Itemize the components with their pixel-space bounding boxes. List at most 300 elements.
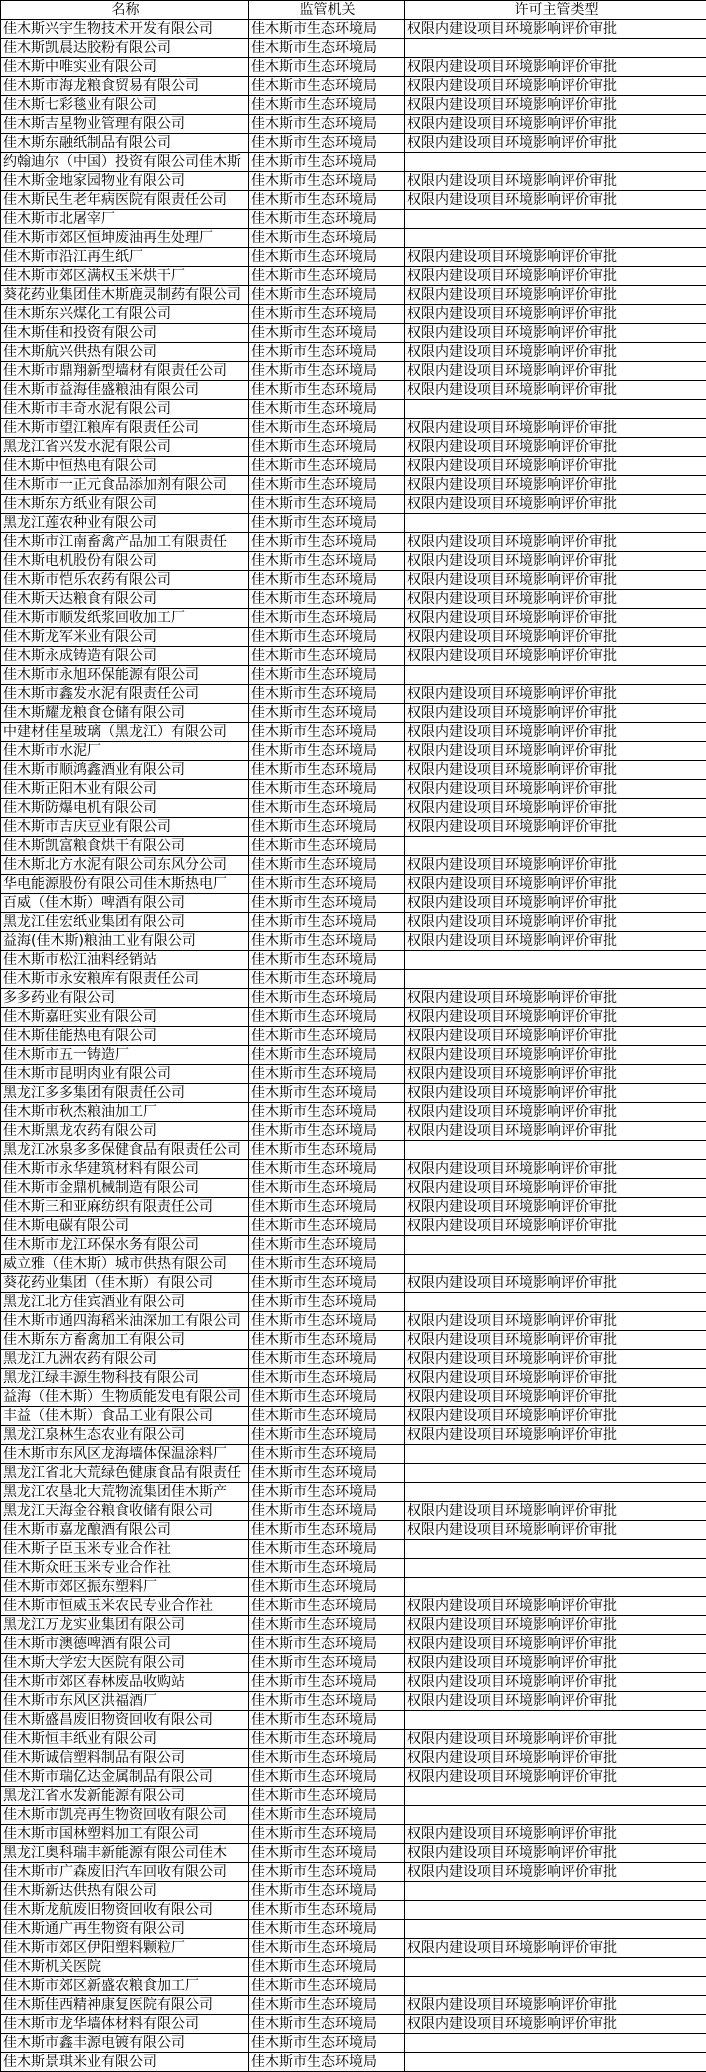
cell-license-type[interactable]: 权限内建设项目环境影响评价审批 xyxy=(405,1369,706,1388)
cell-license-type[interactable]: 权限内建设项目环境影响评价审批 xyxy=(405,799,706,818)
cell-company-name[interactable]: 佳木斯市郊区满权玉米烘干厂 xyxy=(1,267,249,286)
cell-authority[interactable]: 佳木斯市生态环境局 xyxy=(249,514,405,533)
cell-company-name[interactable]: 佳木斯市丰奇水泥有限公司 xyxy=(1,400,249,419)
cell-company-name[interactable]: 佳木斯大学宏大医院有限公司 xyxy=(1,1654,249,1673)
cell-company-name[interactable]: 黑龙江北方佳宾酒业有限公司 xyxy=(1,1293,249,1312)
cell-authority[interactable]: 佳木斯市生态环境局 xyxy=(249,704,405,723)
cell-company-name[interactable]: 佳木斯佳西精神康复医院有限公司 xyxy=(1,1996,249,2015)
cell-company-name[interactable]: 佳木斯吉星物业管理有限公司 xyxy=(1,115,249,134)
cell-authority[interactable]: 佳木斯市生态环境局 xyxy=(249,286,405,305)
cell-company-name[interactable]: 佳木斯市秋杰粮油加工厂 xyxy=(1,1103,249,1122)
cell-authority[interactable]: 佳木斯市生态环境局 xyxy=(249,894,405,913)
cell-authority[interactable]: 佳木斯市生态环境局 xyxy=(249,761,405,780)
cell-authority[interactable]: 佳木斯市生态环境局 xyxy=(249,1293,405,1312)
cell-authority[interactable]: 佳木斯市生态环境局 xyxy=(249,39,405,58)
cell-company-name[interactable]: 百威（佳木斯）啤酒有限公司 xyxy=(1,894,249,913)
cell-license-type[interactable]: 权限内建设项目环境影响评价审批 xyxy=(405,628,706,647)
cell-authority[interactable]: 佳木斯市生态环境局 xyxy=(249,609,405,628)
cell-company-name[interactable]: 佳木斯东兴煤化工有限公司 xyxy=(1,305,249,324)
cell-company-name[interactable]: 黑龙江省北大荒绿色健康食品有限责任 xyxy=(1,1464,249,1483)
cell-company-name[interactable]: 佳木斯航兴供热有限公司 xyxy=(1,343,249,362)
cell-authority[interactable]: 佳木斯市生态环境局 xyxy=(249,343,405,362)
cell-company-name[interactable]: 佳木斯诚信塑料制品有限公司 xyxy=(1,1749,249,1768)
cell-company-name[interactable]: 佳木斯龙航废旧物资回收有限公司 xyxy=(1,1901,249,1920)
cell-license-type[interactable] xyxy=(405,951,706,970)
cell-company-name[interactable]: 佳木斯市吉庆豆业有限公司 xyxy=(1,818,249,837)
cell-license-type[interactable]: 权限内建设项目环境影响评价审批 xyxy=(405,457,706,476)
cell-license-type[interactable]: 权限内建设项目环境影响评价审批 xyxy=(405,286,706,305)
cell-authority[interactable]: 佳木斯市生态环境局 xyxy=(249,1255,405,1274)
cell-license-type[interactable]: 权限内建设项目环境影响评价审批 xyxy=(405,932,706,951)
cell-license-type[interactable]: 权限内建设项目环境影响评价审批 xyxy=(405,58,706,77)
cell-company-name[interactable]: 佳木斯市郊区春林废品收购站 xyxy=(1,1673,249,1692)
cell-authority[interactable]: 佳木斯市生态环境局 xyxy=(249,267,405,286)
cell-authority[interactable]: 佳木斯市生态环境局 xyxy=(249,1141,405,1160)
cell-license-type[interactable]: 权限内建设项目环境影响评价审批 xyxy=(405,818,706,837)
cell-license-type[interactable]: 权限内建设项目环境影响评价审批 xyxy=(405,1160,706,1179)
cell-authority[interactable]: 佳木斯市生态环境局 xyxy=(249,305,405,324)
cell-license-type[interactable]: 权限内建设项目环境影响评价审批 xyxy=(405,1217,706,1236)
cell-license-type[interactable] xyxy=(405,229,706,248)
cell-authority[interactable]: 佳木斯市生态环境局 xyxy=(249,381,405,400)
cell-authority[interactable]: 佳木斯市生态环境局 xyxy=(249,1198,405,1217)
cell-license-type[interactable] xyxy=(405,2053,706,2072)
cell-company-name[interactable]: 佳木斯市嘉龙酿酒有限公司 xyxy=(1,1521,249,1540)
cell-company-name[interactable]: 佳木斯市郊区恒坤废油再生处理厂 xyxy=(1,229,249,248)
cell-license-type[interactable]: 权限内建设项目环境影响评价审批 xyxy=(405,533,706,552)
cell-company-name[interactable]: 佳木斯市东风区龙海墙体保温涂料厂 xyxy=(1,1445,249,1464)
cell-company-name[interactable]: 佳木斯电机股份有限公司 xyxy=(1,552,249,571)
cell-authority[interactable]: 佳木斯市生态环境局 xyxy=(249,1996,405,2015)
cell-authority[interactable]: 佳木斯市生态环境局 xyxy=(249,1122,405,1141)
cell-authority[interactable]: 佳木斯市生态环境局 xyxy=(249,134,405,153)
cell-company-name[interactable]: 佳木斯市顺发纸浆回收加工厂 xyxy=(1,609,249,628)
cell-license-type[interactable] xyxy=(405,1540,706,1559)
cell-authority[interactable]: 佳木斯市生态环境局 xyxy=(249,533,405,552)
cell-authority[interactable]: 佳木斯市生态环境局 xyxy=(249,1331,405,1350)
cell-license-type[interactable]: 权限内建设项目环境影响评价审批 xyxy=(405,20,706,39)
cell-authority[interactable]: 佳木斯市生态环境局 xyxy=(249,1008,405,1027)
cell-license-type[interactable]: 权限内建设项目环境影响评价审批 xyxy=(405,248,706,267)
cell-authority[interactable]: 佳木斯市生态环境局 xyxy=(249,1027,405,1046)
cell-authority[interactable]: 佳木斯市生态环境局 xyxy=(249,1692,405,1711)
cell-license-type[interactable]: 权限内建设项目环境影响评价审批 xyxy=(405,1749,706,1768)
cell-license-type[interactable] xyxy=(405,2034,706,2053)
cell-company-name[interactable]: 葵花药业集团佳木斯鹿灵制药有限公司 xyxy=(1,286,249,305)
cell-authority[interactable]: 佳木斯市生态环境局 xyxy=(249,1084,405,1103)
cell-license-type[interactable]: 权限内建设项目环境影响评价审批 xyxy=(405,1502,706,1521)
cell-authority[interactable]: 佳木斯市生态环境局 xyxy=(249,780,405,799)
cell-company-name[interactable]: 佳木斯凯晨达胶粉有限公司 xyxy=(1,39,249,58)
header-authority[interactable]: 监管机关 xyxy=(249,1,405,20)
cell-company-name[interactable]: 佳木斯市瑞亿达金属制品有限公司 xyxy=(1,1768,249,1787)
cell-company-name[interactable]: 佳木斯市江南畜禽产品加工有限责任 xyxy=(1,533,249,552)
cell-license-type[interactable]: 权限内建设项目环境影响评价审批 xyxy=(405,324,706,343)
cell-company-name[interactable]: 佳木斯黑龙农药有限公司 xyxy=(1,1122,249,1141)
cell-authority[interactable]: 佳木斯市生态环境局 xyxy=(249,1768,405,1787)
cell-authority[interactable]: 佳木斯市生态环境局 xyxy=(249,191,405,210)
cell-authority[interactable]: 佳木斯市生态环境局 xyxy=(249,913,405,932)
cell-license-type[interactable]: 权限内建设项目环境影响评价审批 xyxy=(405,1027,706,1046)
cell-company-name[interactable]: 佳木斯市龙华墙体材料有限公司 xyxy=(1,2015,249,2034)
cell-authority[interactable]: 佳木斯市生态环境局 xyxy=(249,96,405,115)
cell-authority[interactable]: 佳木斯市生态环境局 xyxy=(249,856,405,875)
cell-license-type[interactable]: 权限内建设项目环境影响评价审批 xyxy=(405,1198,706,1217)
cell-license-type[interactable]: 权限内建设项目环境影响评价审批 xyxy=(405,115,706,134)
cell-authority[interactable]: 佳木斯市生态环境局 xyxy=(249,115,405,134)
cell-authority[interactable]: 佳木斯市生态环境局 xyxy=(249,1597,405,1616)
cell-company-name[interactable]: 佳木斯正阳木业有限公司 xyxy=(1,780,249,799)
cell-license-type[interactable]: 权限内建设项目环境影响评价审批 xyxy=(405,495,706,514)
cell-license-type[interactable]: 权限内建设项目环境影响评价审批 xyxy=(405,267,706,286)
cell-authority[interactable]: 佳木斯市生态环境局 xyxy=(249,2015,405,2034)
cell-license-type[interactable] xyxy=(405,1578,706,1597)
cell-company-name[interactable]: 黑龙江绿丰源生物科技有限公司 xyxy=(1,1369,249,1388)
cell-license-type[interactable]: 权限内建设项目环境影响评价审批 xyxy=(405,1046,706,1065)
cell-license-type[interactable]: 权限内建设项目环境影响评价审批 xyxy=(405,989,706,1008)
cell-authority[interactable]: 佳木斯市生态环境局 xyxy=(249,1920,405,1939)
cell-company-name[interactable]: 佳木斯市松江油料经销站 xyxy=(1,951,249,970)
cell-company-name[interactable]: 佳木斯市沿江再生纸厂 xyxy=(1,248,249,267)
cell-license-type[interactable]: 权限内建设项目环境影响评价审批 xyxy=(405,2015,706,2034)
cell-license-type[interactable]: 权限内建设项目环境影响评价审批 xyxy=(405,343,706,362)
cell-license-type[interactable]: 权限内建设项目环境影响评价审批 xyxy=(405,1331,706,1350)
cell-company-name[interactable]: 佳木斯凯富粮食烘干有限公司 xyxy=(1,837,249,856)
cell-company-name[interactable]: 佳木斯市凯亮再生物资回收有限公司 xyxy=(1,1806,249,1825)
cell-company-name[interactable]: 中建材佳星玻璃（黑龙江）有限公司 xyxy=(1,723,249,742)
cell-license-type[interactable] xyxy=(405,1293,706,1312)
cell-company-name[interactable]: 佳木斯市五一铸造厂 xyxy=(1,1046,249,1065)
cell-authority[interactable]: 佳木斯市生态环境局 xyxy=(249,1578,405,1597)
cell-authority[interactable]: 佳木斯市生态环境局 xyxy=(249,77,405,96)
cell-license-type[interactable] xyxy=(405,1806,706,1825)
cell-company-name[interactable]: 黑龙江泉林生态农业有限公司 xyxy=(1,1426,249,1445)
cell-license-type[interactable]: 权限内建设项目环境影响评价审批 xyxy=(405,1996,706,2015)
cell-license-type[interactable]: 权限内建设项目环境影响评价审批 xyxy=(405,647,706,666)
cell-license-type[interactable]: 权限内建设项目环境影响评价审批 xyxy=(405,1521,706,1540)
cell-license-type[interactable]: 权限内建设项目环境影响评价审批 xyxy=(405,1692,706,1711)
cell-license-type[interactable]: 权限内建设项目环境影响评价审批 xyxy=(405,305,706,324)
cell-license-type[interactable] xyxy=(405,400,706,419)
cell-company-name[interactable]: 黑龙江省水发新能源有限公司 xyxy=(1,1787,249,1806)
cell-license-type[interactable]: 权限内建设项目环境影响评价审批 xyxy=(405,1635,706,1654)
cell-license-type[interactable]: 权限内建设项目环境影响评价审批 xyxy=(405,1312,706,1331)
cell-authority[interactable]: 佳木斯市生态环境局 xyxy=(249,20,405,39)
cell-company-name[interactable]: 佳木斯佳能热电有限公司 xyxy=(1,1027,249,1046)
cell-license-type[interactable]: 权限内建设项目环境影响评价审批 xyxy=(405,1616,706,1635)
cell-license-type[interactable]: 权限内建设项目环境影响评价审批 xyxy=(405,1768,706,1787)
cell-company-name[interactable]: 黑龙江农垦北大荒物流集团佳木斯产 xyxy=(1,1483,249,1502)
cell-license-type[interactable] xyxy=(405,666,706,685)
cell-company-name[interactable]: 佳木斯市鑫丰源电镀有限公司 xyxy=(1,2034,249,2053)
cell-company-name[interactable]: 佳木斯盛昌废旧物资回收有限公司 xyxy=(1,1711,249,1730)
cell-company-name[interactable]: 佳木斯东方纸业有限公司 xyxy=(1,495,249,514)
cell-company-name[interactable]: 佳木斯市郊区伊阳塑料颗粒厂 xyxy=(1,1939,249,1958)
cell-company-name[interactable]: 黑龙江省兴发水泥有限公司 xyxy=(1,438,249,457)
cell-authority[interactable]: 佳木斯市生态环境局 xyxy=(249,1388,405,1407)
cell-company-name[interactable]: 佳木斯金地家园物业有限公司 xyxy=(1,172,249,191)
cell-company-name[interactable]: 佳木斯机关医院 xyxy=(1,1958,249,1977)
cell-company-name[interactable]: 佳木斯防爆电机有限公司 xyxy=(1,799,249,818)
cell-license-type[interactable]: 权限内建设项目环境影响评价审批 xyxy=(405,362,706,381)
cell-license-type[interactable]: 权限内建设项目环境影响评价审批 xyxy=(405,1426,706,1445)
cell-license-type[interactable]: 权限内建设项目环境影响评价审批 xyxy=(405,913,706,932)
cell-authority[interactable]: 佳木斯市生态环境局 xyxy=(249,58,405,77)
cell-company-name[interactable]: 佳木斯市鑫发水泥有限责任公司 xyxy=(1,685,249,704)
cell-company-name[interactable]: 佳木斯市北屠宰厂 xyxy=(1,210,249,229)
cell-license-type[interactable] xyxy=(405,1464,706,1483)
cell-license-type[interactable]: 权限内建设项目环境影响评价审批 xyxy=(405,96,706,115)
cell-authority[interactable]: 佳木斯市生态环境局 xyxy=(249,666,405,685)
cell-license-type[interactable] xyxy=(405,1787,706,1806)
cell-authority[interactable]: 佳木斯市生态环境局 xyxy=(249,1711,405,1730)
cell-company-name[interactable]: 佳木斯市通四海稻米油深加工有限公司 xyxy=(1,1312,249,1331)
cell-authority[interactable]: 佳木斯市生态环境局 xyxy=(249,590,405,609)
cell-company-name[interactable]: 佳木斯东方畜禽加工有限公司 xyxy=(1,1331,249,1350)
cell-authority[interactable]: 佳木斯市生态环境局 xyxy=(249,1939,405,1958)
cell-license-type[interactable] xyxy=(405,39,706,58)
cell-authority[interactable]: 佳木斯市生态环境局 xyxy=(249,210,405,229)
cell-company-name[interactable]: 益海（佳木斯）生物质能发电有限公司 xyxy=(1,1388,249,1407)
cell-authority[interactable]: 佳木斯市生态环境局 xyxy=(249,1901,405,1920)
cell-company-name[interactable]: 益海(佳木斯)粮油工业有限公司 xyxy=(1,932,249,951)
cell-authority[interactable]: 佳木斯市生态环境局 xyxy=(249,1635,405,1654)
cell-authority[interactable]: 佳木斯市生态环境局 xyxy=(249,438,405,457)
cell-license-type[interactable] xyxy=(405,970,706,989)
cell-company-name[interactable]: 佳木斯众旺玉米专业合作社 xyxy=(1,1559,249,1578)
cell-authority[interactable]: 佳木斯市生态环境局 xyxy=(249,1844,405,1863)
cell-authority[interactable]: 佳木斯市生态环境局 xyxy=(249,628,405,647)
cell-company-name[interactable]: 佳木斯新达供热有限公司 xyxy=(1,1882,249,1901)
cell-authority[interactable]: 佳木斯市生态环境局 xyxy=(249,1217,405,1236)
cell-authority[interactable]: 佳木斯市生态环境局 xyxy=(249,571,405,590)
cell-authority[interactable]: 佳木斯市生态环境局 xyxy=(249,248,405,267)
cell-license-type[interactable]: 权限内建设项目环境影响评价审批 xyxy=(405,571,706,590)
cell-company-name[interactable]: 佳木斯市一正元食品添加剂有限公司 xyxy=(1,476,249,495)
cell-company-name[interactable]: 黑龙江奥科瑞丰新能源有限公司佳木 xyxy=(1,1844,249,1863)
cell-authority[interactable]: 佳木斯市生态环境局 xyxy=(249,1882,405,1901)
cell-company-name[interactable]: 佳木斯市水泥厂 xyxy=(1,742,249,761)
cell-company-name[interactable]: 黑龙江九洲农药有限公司 xyxy=(1,1350,249,1369)
cell-license-type[interactable] xyxy=(405,1901,706,1920)
cell-license-type[interactable] xyxy=(405,1141,706,1160)
cell-company-name[interactable]: 佳木斯北方水泥有限公司东风分公司 xyxy=(1,856,249,875)
cell-company-name[interactable]: 佳木斯市益海佳盛粮油有限公司 xyxy=(1,381,249,400)
cell-authority[interactable]: 佳木斯市生态环境局 xyxy=(249,951,405,970)
cell-authority[interactable]: 佳木斯市生态环境局 xyxy=(249,1274,405,1293)
cell-license-type[interactable]: 权限内建设项目环境影响评价审批 xyxy=(405,685,706,704)
cell-license-type[interactable]: 权限内建设项目环境影响评价审批 xyxy=(405,1350,706,1369)
cell-authority[interactable]: 佳木斯市生态环境局 xyxy=(249,685,405,704)
cell-authority[interactable]: 佳木斯市生态环境局 xyxy=(249,875,405,894)
cell-license-type[interactable] xyxy=(405,1977,706,1996)
cell-license-type[interactable]: 权限内建设项目环境影响评价审批 xyxy=(405,134,706,153)
cell-license-type[interactable]: 权限内建设项目环境影响评价审批 xyxy=(405,1730,706,1749)
cell-company-name[interactable]: 佳木斯中恒热电有限公司 xyxy=(1,457,249,476)
cell-authority[interactable]: 佳木斯市生态环境局 xyxy=(249,1787,405,1806)
cell-authority[interactable]: 佳木斯市生态环境局 xyxy=(249,1103,405,1122)
cell-authority[interactable]: 佳木斯市生态环境局 xyxy=(249,1958,405,1977)
cell-license-type[interactable] xyxy=(405,1882,706,1901)
cell-authority[interactable]: 佳木斯市生态环境局 xyxy=(249,324,405,343)
cell-license-type[interactable]: 权限内建设项目环境影响评价审批 xyxy=(405,191,706,210)
cell-company-name[interactable]: 佳木斯通广再生物资有限公司 xyxy=(1,1920,249,1939)
cell-license-type[interactable]: 权限内建设项目环境影响评价审批 xyxy=(405,1065,706,1084)
cell-authority[interactable]: 佳木斯市生态环境局 xyxy=(249,818,405,837)
cell-authority[interactable]: 佳木斯市生态环境局 xyxy=(249,742,405,761)
cell-company-name[interactable]: 佳木斯市恺乐农药有限公司 xyxy=(1,571,249,590)
cell-authority[interactable]: 佳木斯市生态环境局 xyxy=(249,172,405,191)
cell-authority[interactable]: 佳木斯市生态环境局 xyxy=(249,1825,405,1844)
cell-authority[interactable]: 佳木斯市生态环境局 xyxy=(249,1445,405,1464)
cell-authority[interactable]: 佳木斯市生态环境局 xyxy=(249,1160,405,1179)
cell-company-name[interactable]: 佳木斯中唯实业有限公司 xyxy=(1,58,249,77)
cell-company-name[interactable]: 佳木斯市昆明肉业有限公司 xyxy=(1,1065,249,1084)
cell-company-name[interactable]: 佳木斯市永旭环保能源有限公司 xyxy=(1,666,249,685)
cell-company-name[interactable]: 威立雅（佳木斯）城市供热有限公司 xyxy=(1,1255,249,1274)
cell-license-type[interactable]: 权限内建设项目环境影响评价审批 xyxy=(405,1084,706,1103)
cell-license-type[interactable]: 权限内建设项目环境影响评价审批 xyxy=(405,419,706,438)
cell-license-type[interactable]: 权限内建设项目环境影响评价审批 xyxy=(405,1388,706,1407)
cell-authority[interactable]: 佳木斯市生态环境局 xyxy=(249,1046,405,1065)
cell-authority[interactable]: 佳木斯市生态环境局 xyxy=(249,457,405,476)
cell-license-type[interactable]: 权限内建设项目环境影响评价审批 xyxy=(405,1844,706,1863)
cell-authority[interactable]: 佳木斯市生态环境局 xyxy=(249,1749,405,1768)
cell-authority[interactable]: 佳木斯市生态环境局 xyxy=(249,970,405,989)
cell-company-name[interactable]: 佳木斯天达粮食有限公司 xyxy=(1,590,249,609)
cell-company-name[interactable]: 佳木斯子臣玉米专业合作社 xyxy=(1,1540,249,1559)
header-license-type[interactable]: 许可主管类型 xyxy=(405,1,706,20)
cell-authority[interactable]: 佳木斯市生态环境局 xyxy=(249,1179,405,1198)
cell-company-name[interactable]: 佳木斯市恒威玉米农民专业合作社 xyxy=(1,1597,249,1616)
cell-license-type[interactable] xyxy=(405,1236,706,1255)
cell-company-name[interactable]: 黑龙江天海金谷粮食收储有限公司 xyxy=(1,1502,249,1521)
cell-authority[interactable]: 佳木斯市生态环境局 xyxy=(249,647,405,666)
cell-company-name[interactable]: 佳木斯市顺鸿鑫酒业有限公司 xyxy=(1,761,249,780)
cell-authority[interactable]: 佳木斯市生态环境局 xyxy=(249,1559,405,1578)
cell-license-type[interactable]: 权限内建设项目环境影响评价审批 xyxy=(405,381,706,400)
cell-authority[interactable]: 佳木斯市生态环境局 xyxy=(249,495,405,514)
cell-company-name[interactable]: 佳木斯市广森废旧汽车回收有限公司 xyxy=(1,1863,249,1882)
cell-license-type[interactable]: 权限内建设项目环境影响评价审批 xyxy=(405,1179,706,1198)
cell-license-type[interactable] xyxy=(405,837,706,856)
cell-authority[interactable]: 佳木斯市生态环境局 xyxy=(249,1977,405,1996)
cell-authority[interactable]: 佳木斯市生态环境局 xyxy=(249,1312,405,1331)
cell-company-name[interactable]: 佳木斯嘉旺实业有限公司 xyxy=(1,1008,249,1027)
cell-authority[interactable]: 佳木斯市生态环境局 xyxy=(249,837,405,856)
cell-authority[interactable]: 佳木斯市生态环境局 xyxy=(249,1806,405,1825)
cell-authority[interactable]: 佳木斯市生态环境局 xyxy=(249,2034,405,2053)
cell-license-type[interactable]: 权限内建设项目环境影响评价审批 xyxy=(405,1673,706,1692)
cell-company-name[interactable]: 黑龙江万龙实业集团有限公司 xyxy=(1,1616,249,1635)
cell-license-type[interactable] xyxy=(405,153,706,172)
cell-company-name[interactable]: 佳木斯市郊区新盛农粮食加工厂 xyxy=(1,1977,249,1996)
cell-company-name[interactable]: 佳木斯市国林塑料加工有限公司 xyxy=(1,1825,249,1844)
cell-company-name[interactable]: 佳木斯永成铸造有限公司 xyxy=(1,647,249,666)
cell-company-name[interactable]: 华电能源股份有限公司佳木斯热电厂 xyxy=(1,875,249,894)
cell-company-name[interactable]: 佳木斯兴宇生物技术开发有限公司 xyxy=(1,20,249,39)
cell-company-name[interactable]: 佳木斯民生老年病医院有限责任公司 xyxy=(1,191,249,210)
cell-authority[interactable]: 佳木斯市生态环境局 xyxy=(249,1863,405,1882)
cell-company-name[interactable]: 丰益（佳木斯）食品工业有限公司 xyxy=(1,1407,249,1426)
cell-license-type[interactable] xyxy=(405,514,706,533)
cell-license-type[interactable]: 权限内建设项目环境影响评价审批 xyxy=(405,1825,706,1844)
cell-license-type[interactable]: 权限内建设项目环境影响评价审批 xyxy=(405,761,706,780)
cell-license-type[interactable]: 权限内建设项目环境影响评价审批 xyxy=(405,590,706,609)
cell-company-name[interactable]: 佳木斯市永安粮库有限责任公司 xyxy=(1,970,249,989)
cell-company-name[interactable]: 佳木斯七彩毯业有限公司 xyxy=(1,96,249,115)
cell-license-type[interactable]: 权限内建设项目环境影响评价审批 xyxy=(405,780,706,799)
cell-license-type[interactable]: 权限内建设项目环境影响评价审批 xyxy=(405,875,706,894)
cell-company-name[interactable]: 多多药业有限公司 xyxy=(1,989,249,1008)
cell-authority[interactable]: 佳木斯市生态环境局 xyxy=(249,1540,405,1559)
cell-license-type[interactable]: 权限内建设项目环境影响评价审批 xyxy=(405,1939,706,1958)
cell-company-name[interactable]: 黑龙江冰泉多多保健食品有限责任公司 xyxy=(1,1141,249,1160)
cell-license-type[interactable]: 权限内建设项目环境影响评价审批 xyxy=(405,172,706,191)
cell-company-name[interactable]: 黑龙江多多集团有限责任公司 xyxy=(1,1084,249,1103)
cell-authority[interactable]: 佳木斯市生态环境局 xyxy=(249,229,405,248)
cell-company-name[interactable]: 佳木斯耀龙粮食仓储有限公司 xyxy=(1,704,249,723)
cell-company-name[interactable]: 葵花药业集团（佳木斯）有限公司 xyxy=(1,1274,249,1293)
cell-license-type[interactable] xyxy=(405,1559,706,1578)
cell-license-type[interactable] xyxy=(405,1920,706,1939)
cell-authority[interactable]: 佳木斯市生态环境局 xyxy=(249,476,405,495)
cell-license-type[interactable]: 权限内建设项目环境影响评价审批 xyxy=(405,1274,706,1293)
cell-company-name[interactable]: 佳木斯市鼎翔新型墙材有限责任公司 xyxy=(1,362,249,381)
cell-authority[interactable]: 佳木斯市生态环境局 xyxy=(249,1426,405,1445)
cell-company-name[interactable]: 佳木斯市东风区洪福酒厂 xyxy=(1,1692,249,1711)
cell-company-name[interactable]: 佳木斯景琪米业有限公司 xyxy=(1,2053,249,2072)
cell-authority[interactable]: 佳木斯市生态环境局 xyxy=(249,1464,405,1483)
cell-license-type[interactable]: 权限内建设项目环境影响评价审批 xyxy=(405,742,706,761)
cell-license-type[interactable]: 权限内建设项目环境影响评价审批 xyxy=(405,894,706,913)
cell-company-name[interactable]: 佳木斯市龙江环保水务有限公司 xyxy=(1,1236,249,1255)
cell-authority[interactable]: 佳木斯市生态环境局 xyxy=(249,1502,405,1521)
cell-license-type[interactable]: 权限内建设项目环境影响评价审批 xyxy=(405,438,706,457)
cell-license-type[interactable]: 权限内建设项目环境影响评价审批 xyxy=(405,1008,706,1027)
cell-license-type[interactable]: 权限内建设项目环境影响评价审批 xyxy=(405,1122,706,1141)
cell-company-name[interactable]: 佳木斯东融纸制品有限公司 xyxy=(1,134,249,153)
cell-authority[interactable]: 佳木斯市生态环境局 xyxy=(249,400,405,419)
cell-license-type[interactable] xyxy=(405,1445,706,1464)
cell-license-type[interactable]: 权限内建设项目环境影响评价审批 xyxy=(405,77,706,96)
cell-authority[interactable]: 佳木斯市生态环境局 xyxy=(249,1369,405,1388)
cell-authority[interactable]: 佳木斯市生态环境局 xyxy=(249,1654,405,1673)
cell-authority[interactable]: 佳木斯市生态环境局 xyxy=(249,723,405,742)
cell-authority[interactable]: 佳木斯市生态环境局 xyxy=(249,1483,405,1502)
cell-company-name[interactable]: 佳木斯三和亚麻纺织有限责任公司 xyxy=(1,1198,249,1217)
cell-company-name[interactable]: 佳木斯市澳德啤酒有限公司 xyxy=(1,1635,249,1654)
cell-company-name[interactable]: 黑龙江佳宏纸业集团有限公司 xyxy=(1,913,249,932)
cell-license-type[interactable]: 权限内建设项目环境影响评价审批 xyxy=(405,1407,706,1426)
cell-license-type[interactable]: 权限内建设项目环境影响评价审批 xyxy=(405,1103,706,1122)
cell-authority[interactable]: 佳木斯市生态环境局 xyxy=(249,1236,405,1255)
cell-license-type[interactable] xyxy=(405,1483,706,1502)
cell-license-type[interactable]: 权限内建设项目环境影响评价审批 xyxy=(405,552,706,571)
cell-company-name[interactable]: 约翰迪尔（中国）投资有限公司佳木斯 xyxy=(1,153,249,172)
cell-authority[interactable]: 佳木斯市生态环境局 xyxy=(249,1616,405,1635)
cell-authority[interactable]: 佳木斯市生态环境局 xyxy=(249,1407,405,1426)
cell-authority[interactable]: 佳木斯市生态环境局 xyxy=(249,419,405,438)
cell-company-name[interactable]: 佳木斯市郊区振东塑料厂 xyxy=(1,1578,249,1597)
cell-license-type[interactable]: 权限内建设项目环境影响评价审批 xyxy=(405,704,706,723)
cell-license-type[interactable] xyxy=(405,1711,706,1730)
header-name[interactable]: 名称 xyxy=(1,1,249,20)
cell-authority[interactable]: 佳木斯市生态环境局 xyxy=(249,362,405,381)
cell-company-name[interactable]: 佳木斯佳和投资有限公司 xyxy=(1,324,249,343)
cell-authority[interactable]: 佳木斯市生态环境局 xyxy=(249,932,405,951)
cell-authority[interactable]: 佳木斯市生态环境局 xyxy=(249,799,405,818)
